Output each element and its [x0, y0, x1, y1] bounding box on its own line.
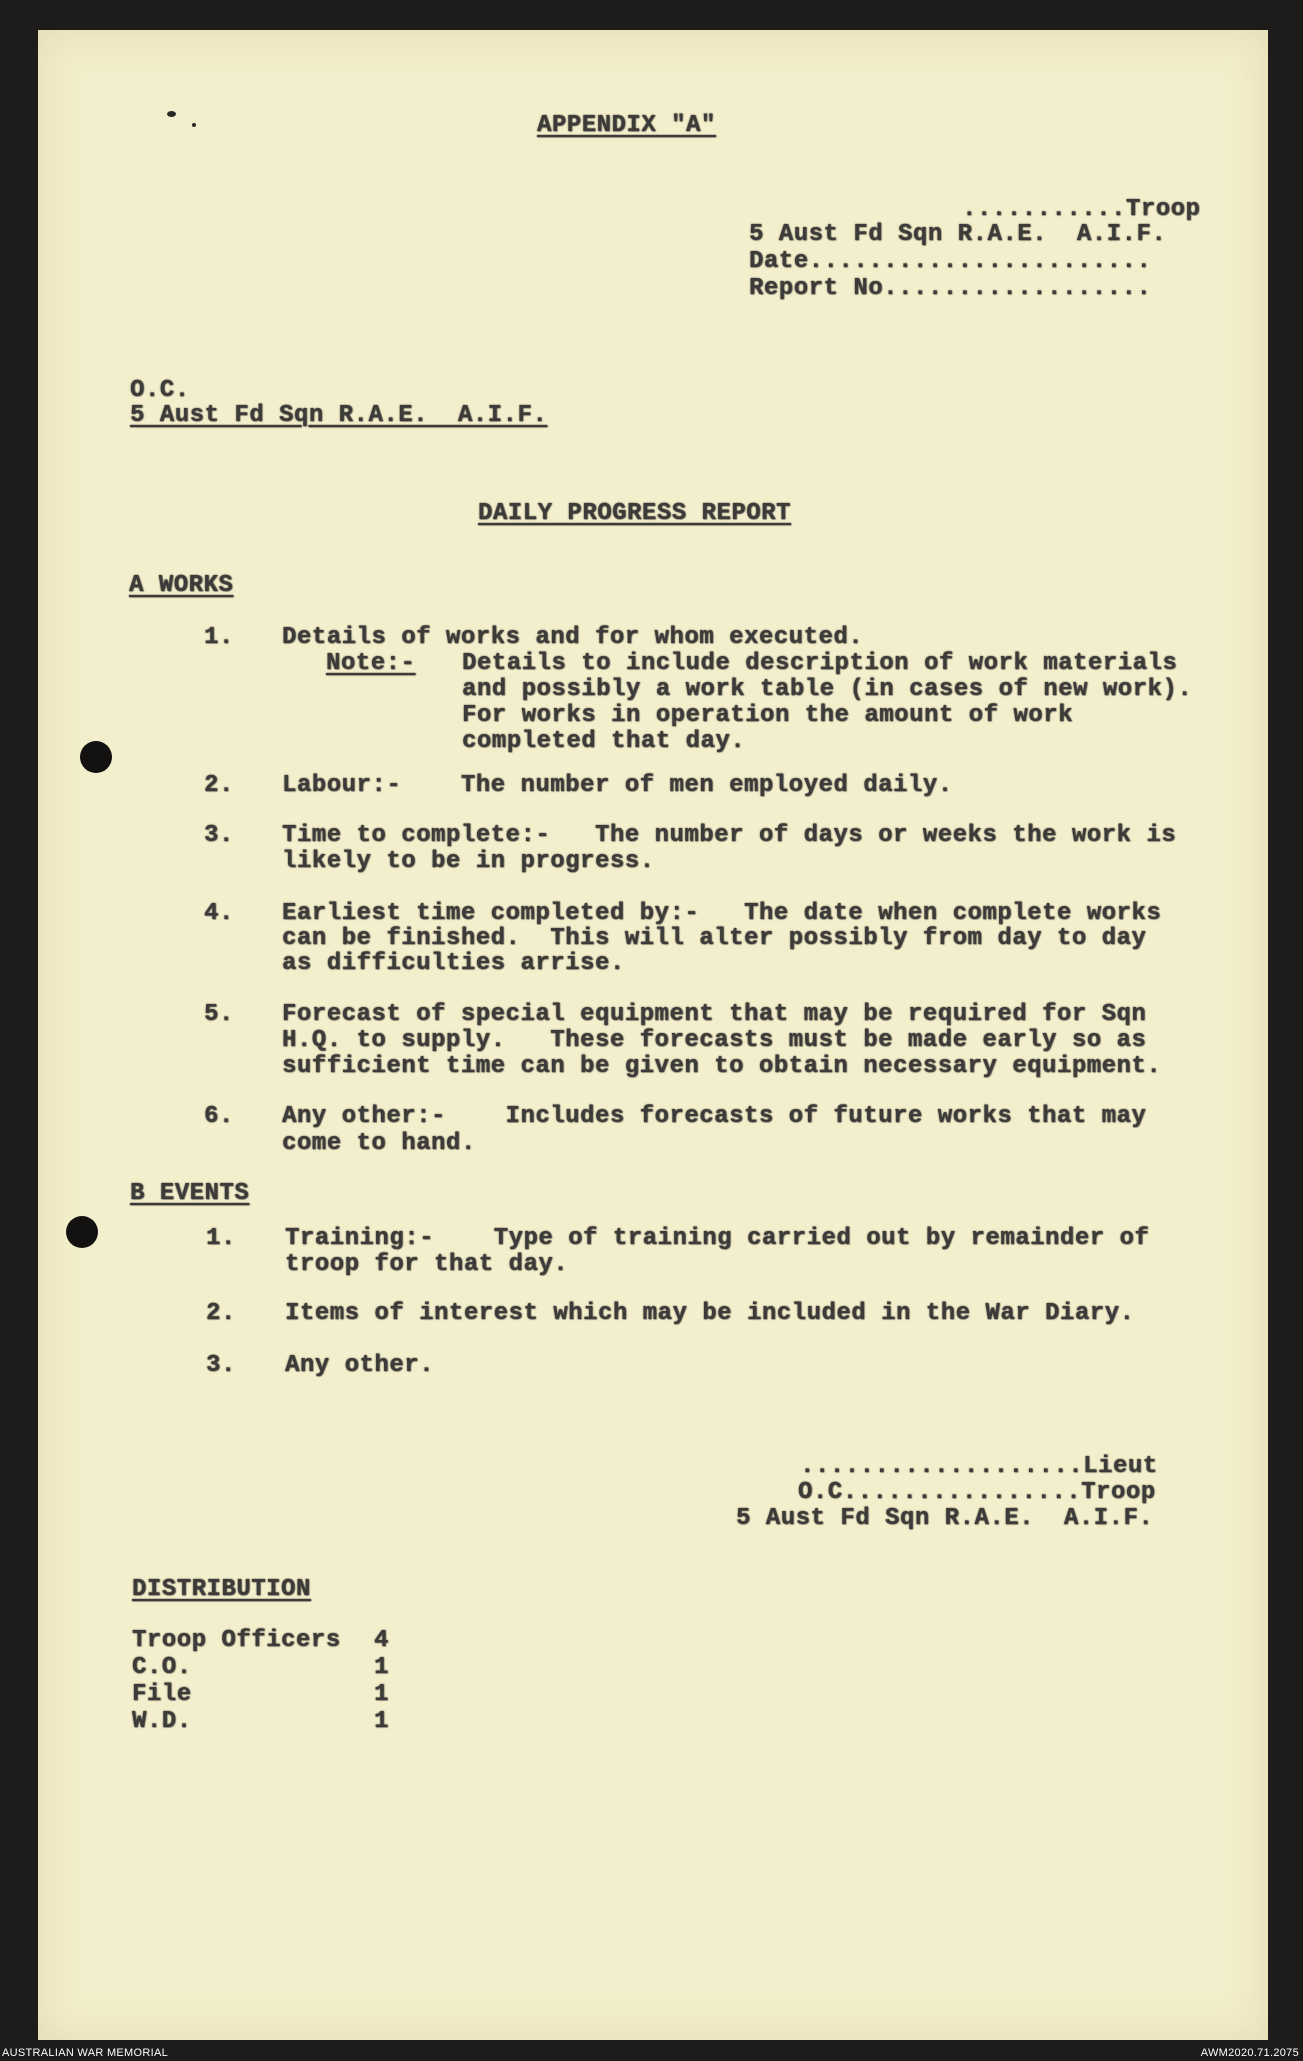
item-a6-text: Any other:- Includes forecasts of future works that may: [282, 1103, 1147, 1130]
item-a5-text: H.Q. to supply. These forecasts must be made early so as: [282, 1027, 1147, 1054]
report-title: DAILY PROGRESS REPORT: [478, 500, 791, 527]
item-b2-number: 2.: [206, 1300, 236, 1327]
item-b1-text: troop for that day.: [285, 1251, 569, 1278]
item-a1-text: Details of works and for whom executed.: [282, 624, 864, 651]
item-a1-note-label: Note:-: [326, 650, 416, 677]
report-number-line: Report No..................: [749, 275, 1152, 302]
item-a6-number: 6.: [204, 1103, 234, 1130]
punch-hole-lower: [66, 1216, 98, 1248]
distribution-label: Troop Officers: [132, 1627, 341, 1654]
item-a5-text: Forecast of special equipment that may be required for Sqn: [282, 1001, 1147, 1028]
footer-item-id: AWM2020.71.2075: [1200, 2047, 1299, 2059]
item-b1-number: 1.: [206, 1225, 236, 1252]
footer-archive-name: AUSTRALIAN WAR MEMORIAL: [2, 2047, 169, 2059]
item-a4-text: can be finished. This will alter possibly from day to day: [282, 925, 1147, 952]
addressee-oc: O.C.: [130, 377, 190, 404]
distribution-label: C.O.: [132, 1654, 192, 1681]
signature-troop-line: O.C................Troop: [798, 1479, 1156, 1506]
ink-mark: [167, 111, 176, 117]
item-a3-text: Time to complete:- The number of days or weeks the work is: [282, 822, 1177, 849]
punch-hole-upper: [80, 741, 112, 773]
addressee-unit: 5 Aust Fd Sqn R.A.E. A.I.F.: [130, 402, 548, 429]
distribution-label: W.D.: [132, 1708, 192, 1735]
signature-lieut-line: ...................Lieut: [800, 1453, 1158, 1480]
item-a3-number: 3.: [204, 822, 234, 849]
date-line: Date.......................: [749, 248, 1152, 275]
item-a1-number: 1.: [204, 624, 234, 651]
item-b1-text: Training:- Type of training carried out by remainder of: [285, 1225, 1150, 1252]
item-a4-number: 4.: [204, 900, 234, 927]
unit-line: 5 Aust Fd Sqn R.A.E. A.I.F.: [749, 221, 1167, 248]
ink-speck: [192, 123, 196, 127]
distribution-count: 1: [374, 1708, 389, 1735]
item-b3-text: Any other.: [285, 1352, 435, 1379]
distribution-count: 1: [374, 1681, 389, 1708]
item-b2-text: Items of interest which may be included in the War Diary.: [285, 1300, 1135, 1327]
appendix-title: APPENDIX "A": [537, 112, 716, 139]
item-a1-note-line: Details to include description of work materials: [462, 650, 1178, 677]
troop-line: ...........Troop: [962, 196, 1201, 223]
item-b3-number: 3.: [206, 1352, 236, 1379]
item-a1-note-line: For works in operation the amount of work: [462, 702, 1073, 729]
item-a3-text: likely to be in progress.: [282, 848, 655, 875]
distribution-heading: DISTRIBUTION: [132, 1576, 311, 1603]
item-a5-number: 5.: [204, 1001, 234, 1028]
distribution-label: File: [132, 1681, 192, 1708]
item-a2-number: 2.: [204, 772, 234, 799]
signature-unit-line: 5 Aust Fd Sqn R.A.E. A.I.F.: [736, 1505, 1154, 1532]
item-a6-text: come to hand.: [282, 1130, 476, 1157]
item-a4-text: Earliest time completed by:- The date when complete works: [282, 900, 1162, 927]
distribution-count: 4: [374, 1627, 389, 1654]
section-a-heading: A WORKS: [129, 572, 234, 599]
section-b-heading: B EVENTS: [130, 1180, 250, 1207]
item-a5-text: sufficient time can be given to obtain necessary equipment.: [282, 1053, 1162, 1080]
item-a2-text: Labour:- The number of men employed daily.: [282, 772, 953, 799]
item-a1-note-line: completed that day.: [462, 728, 746, 755]
item-a1-note-line: and possibly a work table (in cases of new work).: [462, 676, 1193, 703]
item-a4-text: as difficulties arrise.: [282, 950, 625, 977]
distribution-count: 1: [374, 1654, 389, 1681]
